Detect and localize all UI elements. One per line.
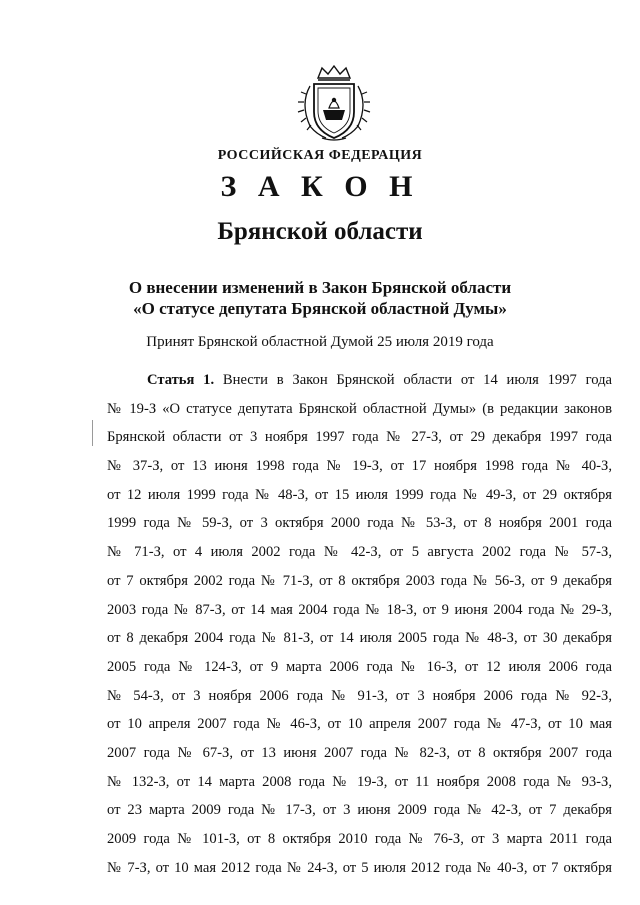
bryansk-coat-of-arms-icon xyxy=(296,64,372,142)
law-subject xyxy=(0,277,640,319)
article-line: от 7 октября 2002 года № 71-З, от 8 октября 2003 года № 56-З, от 9 декабря xyxy=(107,572,612,589)
article-line: от 10 апреля 2007 года № 46-З, от 10 апреля 2007 года № 47-З, от 10 мая xyxy=(107,716,612,733)
article-line: 2007 года № 67-З, от 13 июня 2007 года № 82-З, от 8 октября 2007 года xyxy=(107,744,612,761)
article-line: 2003 года № 87-З, от 14 мая 2004 года № 18-З, от 9 июня 2004 года № 29-З, xyxy=(107,601,612,618)
article-line: № 54-З, от 3 ноября 2006 года № 91-З, от 3 ноября 2006 года № 92-З, xyxy=(107,687,612,704)
law-subject-line: О внесении изменений в Закон Брянской области xyxy=(128,278,512,297)
article-line: № 37-З, от 13 июня 1998 года № 19-З, от 17 ноября 1998 года № 40-З, xyxy=(107,458,612,475)
article-1 xyxy=(107,366,612,882)
article-line: от 12 июля 1999 года № 48-З, от 15 июля 1999 года № 49-З, от 29 октября xyxy=(107,486,612,503)
country-heading: РОССИЙСКАЯ ФЕДЕРАЦИЯ xyxy=(217,148,423,163)
article-line: от 23 марта 2009 года № 17-З, от 3 июня 2009 года № 42-З, от 7 декабря xyxy=(107,802,612,819)
article-line: 2009 года № 101-З, от 8 октября 2010 года № 76-З, от 3 марта 2011 года xyxy=(107,831,612,847)
law-subject-line: «О статусе депутата Брянской областной Думы» xyxy=(133,299,507,318)
adoption-note: Принят Брянской областной Думой 25 июля 2019 года xyxy=(146,334,494,350)
article-line: № 7-З, от 10 мая 2012 года № 24-З, от 5 июля 2012 года № 40-З, от 7 октября xyxy=(107,859,612,876)
article-line: 2005 года № 124-З, от 9 марта 2006 года № 16-З, от 12 июля 2006 года xyxy=(107,658,612,675)
article-line: Статья 1. Внести в Закон Брянской области от 14 июля 1997 года xyxy=(147,372,612,388)
law-title: З А К О Н xyxy=(220,170,420,203)
article-line: 1999 года № 59-З, от 3 октября 2000 года № 53-З, от 8 ноября 2001 года xyxy=(107,515,612,532)
margin-mark xyxy=(92,420,93,446)
region-heading: Брянской области xyxy=(217,218,423,245)
article-line: Брянской области от 3 ноября 1997 года № 27-З, от 29 декабря 1997 года xyxy=(107,429,612,446)
article-label: Статья 1. xyxy=(147,372,215,388)
article-line: № 132-З, от 14 марта 2008 года № 19-З, от 11 ноября 2008 года № 93-З, xyxy=(107,773,612,790)
article-line: № 19-З «О статусе депутата Брянской областной Думы» (в редакции законов xyxy=(107,400,612,417)
article-line: от 8 декабря 2004 года № 81-З, от 14 июля 2005 года № 48-З, от 30 декабря xyxy=(107,630,612,647)
article-line: № 71-З, от 4 июля 2002 года № 42-З, от 5 августа 2002 года № 57-З, xyxy=(107,544,612,561)
